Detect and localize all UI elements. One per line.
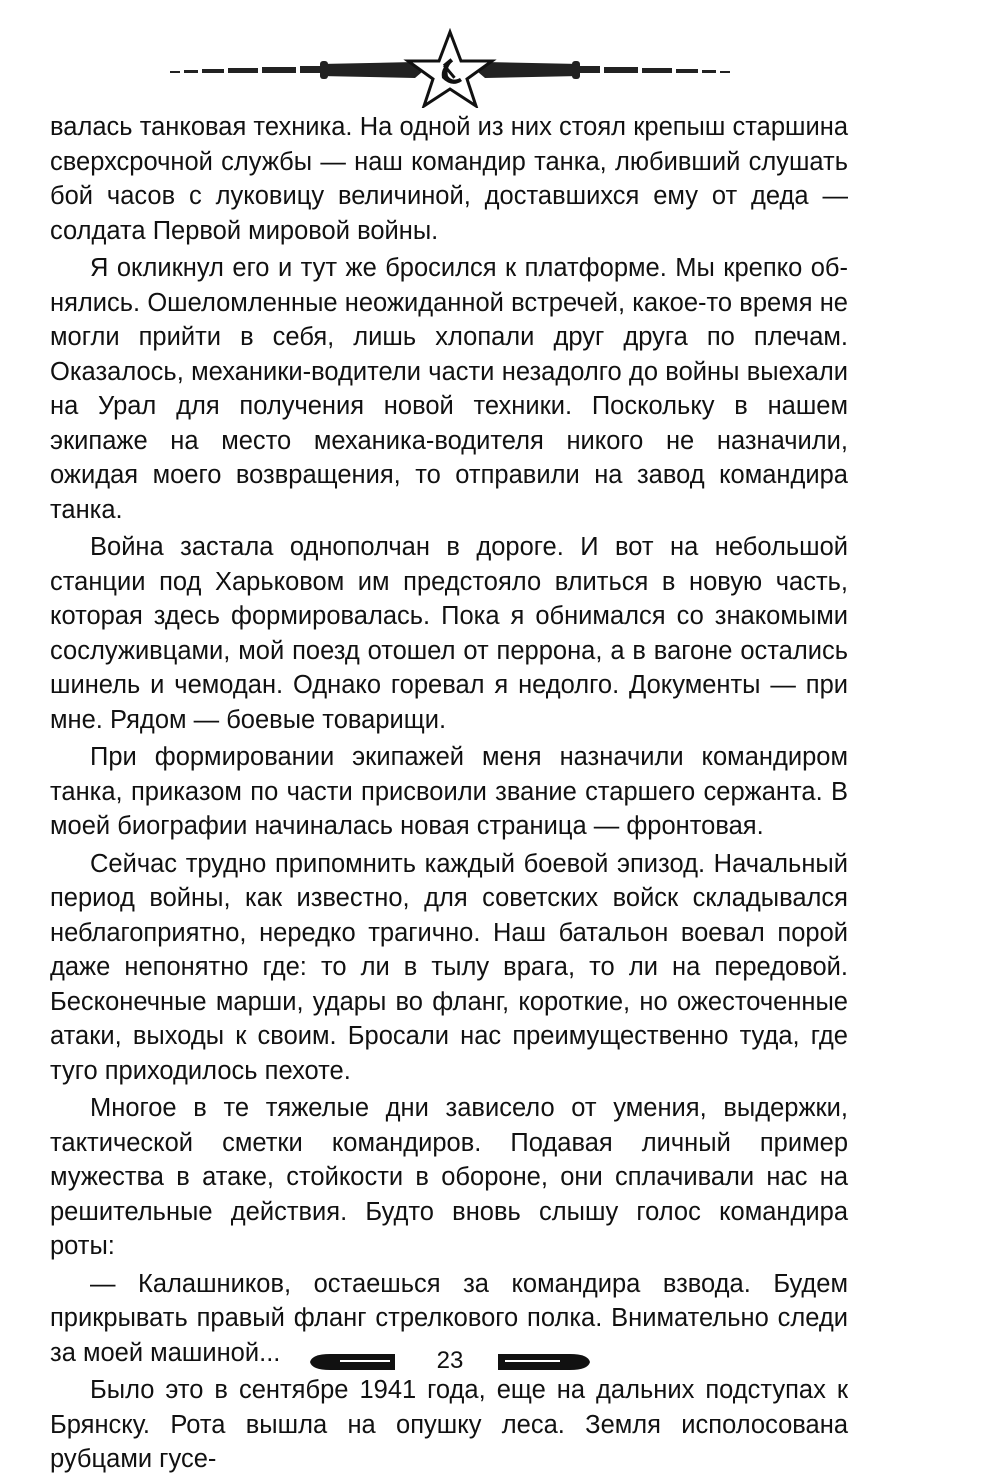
star-icon <box>408 32 492 106</box>
header-star-ornament <box>160 28 740 108</box>
page-footer <box>300 1340 600 1384</box>
paragraph: Сейчас трудно припомнить каждый боевой эпизод. Начальный период войны, как известно, для советских войск складывался неблагоприятно, нередко трагично. Наш батальон воевал порой даже непонятно где: то ли в тылу врага, то ли на передовой. Бесконечные марши, удары во фланг, короткие, но ожесточенные атаки, выходы к своим. Бросали нас преимущественно туда, где туго приходилось пехоте. <box>50 849 848 1085</box>
paragraph: Было это в сентябре 1941 года, еще на дальних подступах к Брянску. Рота вышла на опушку леса. Земля исполосована рубцами гусе- <box>50 1376 848 1473</box>
paragraph: — Калашников, остаешься за командира взвода. Будем прикрывать правый фланг стрелкового полка. Внимательно следи за моей машиной... <box>50 1269 848 1367</box>
paragraph: Война застала однополчан в дороге. И вот на небольшой станции под Харьковом им предстояло влиться в новую часть, которая здесь формировалась. Пока я обнимался со знакомыми сослуживцами, мой поезд отошел от перрона, а в вагоне остались шинель и чемодан. Однако горевал я недолго. Документы — при мне. Рядом — боевые товарищи. <box>50 533 848 734</box>
paragraph: При формировании экипажей меня назначили командиром танка, приказом по части присвоили звание старшего сержанта. В моей биографии начиналась новая страница — фронтовая. <box>50 743 848 840</box>
page-number: 23 <box>436 1347 464 1374</box>
paragraph: Я окликнул его и тут же бросился к платформе. Мы крепко обнялись. Ошеломленные неожиданной встречей, какое-то время не могли прийти в себя, лишь хлопали друг друга по плечам. Оказалось, механики-водители части незадолго до войны выехали на Урал для получения новой техники. Поскольку в нашем экипаже на место механика-водителя никого не назначили, ожидая моего возвращения, то отправили на завод командира танка. <box>50 254 848 524</box>
article-body <box>50 110 848 1480</box>
paragraph: валась танковая техника. На одной из них стоял крепыш старшина сверхсрочной службы — наш командир танка, любивший слушать бой часов с луковицу величиной, доставшихся ему от деда — солдата Первой мировой войны. <box>50 113 848 245</box>
paragraph: Многое в те тяжелые дни зависело от умения, выдержки, тактической сметки командиров. Подавая личный пример мужества в атаке, стойкости в обороне, они сплачивали нас на решительные действия. Будто вновь слышу голос командира роты: <box>50 1094 848 1260</box>
